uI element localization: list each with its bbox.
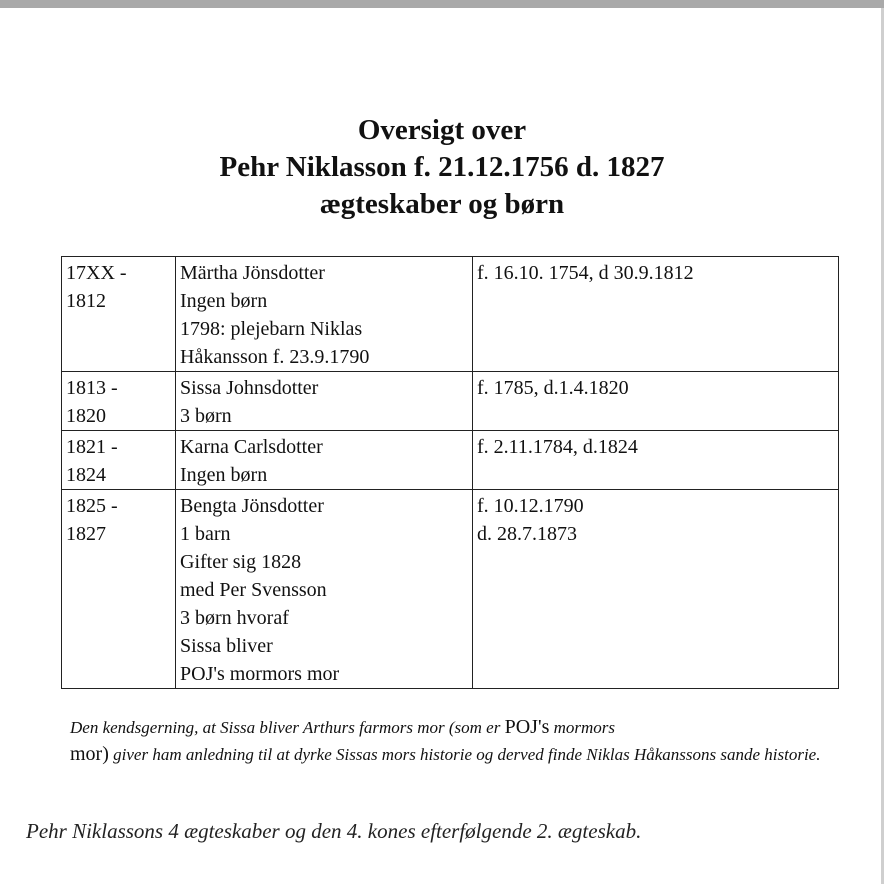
dates-line: f. 2.11.1784, d.1824 — [477, 436, 638, 458]
spouse-line: 3 børn hvoraf — [180, 607, 289, 629]
years-cell — [62, 372, 176, 431]
spouse-line: 1798: plejebarn Niklas — [180, 318, 363, 340]
spouse-line: Sissa Johnsdotter — [180, 377, 319, 399]
spouse-line: med Per Svensson — [180, 579, 327, 601]
table-row — [62, 431, 839, 490]
document-title — [0, 112, 884, 223]
note-poj: POJ's — [504, 716, 550, 738]
dates-line: f. 16.10. 1754, d 30.9.1812 — [477, 262, 694, 284]
note-part-2: mormors — [549, 718, 616, 737]
table-row — [62, 257, 839, 372]
explanatory-note — [70, 714, 850, 768]
marriages-table — [61, 256, 839, 689]
years-cell — [62, 431, 176, 490]
dates-cell — [473, 490, 839, 689]
spouse-cell — [176, 257, 473, 372]
years-line: 1820 — [66, 405, 106, 427]
title-line-1: Oversigt over — [357, 114, 527, 146]
dates-line: f. 1785, d.1.4.1820 — [477, 377, 629, 399]
spouse-line: Ingen børn — [180, 464, 268, 486]
spouse-line: Sissa bliver — [180, 635, 273, 657]
spouse-line: Märtha Jönsdotter — [180, 262, 325, 284]
dates-cell — [473, 257, 839, 372]
years-line: 1824 — [66, 464, 106, 486]
spouse-cell — [176, 372, 473, 431]
title-line-3: ægteskaber og børn — [319, 188, 565, 220]
years-line: 1825 - — [66, 495, 118, 517]
note-part-4: giver ham anledning til at dyrke Sissas mors historie og derved finde Niklas Håkanssons sande historie. — [108, 745, 821, 764]
figure-caption: Pehr Niklassons 4 ægteskaber og den 4. kones efterfølgende 2. ægteskab. — [26, 819, 642, 843]
years-line: 1813 - — [66, 377, 118, 399]
scan-top-strip — [0, 0, 884, 8]
note-part-1: Den kendsgerning, at Sissa bliver Arthurs farmors mor (som er — [70, 718, 505, 737]
years-line: 1812 — [66, 290, 106, 312]
dates-cell — [473, 431, 839, 490]
spouse-cell — [176, 490, 473, 689]
dates-cell — [473, 372, 839, 431]
spouse-line: POJ's mormors mor — [180, 663, 340, 685]
spouse-line: Håkansson f. 23.9.1790 — [180, 346, 370, 368]
years-line: 17XX - — [66, 262, 127, 284]
spouse-cell — [176, 431, 473, 490]
table-row — [62, 372, 839, 431]
years-cell — [62, 257, 176, 372]
table-row — [62, 490, 839, 689]
spouse-line: 1 barn — [180, 523, 231, 545]
dates-line: d. 28.7.1873 — [477, 523, 577, 545]
spouse-line: Karna Carlsdotter — [180, 436, 323, 458]
spouse-line: Bengta Jönsdotter — [180, 495, 324, 517]
years-line: 1821 - — [66, 436, 118, 458]
spouse-line: Gifter sig 1828 — [180, 551, 302, 573]
dates-line: f. 10.12.1790 — [477, 495, 584, 517]
spouse-line: 3 børn — [180, 405, 232, 427]
years-cell — [62, 490, 176, 689]
spouse-line: Ingen børn — [180, 290, 268, 312]
years-line: 1827 — [66, 523, 106, 545]
title-line-2: Pehr Niklasson f. 21.12.1756 d. 1827 — [219, 151, 665, 183]
note-part-3: mor) — [70, 743, 109, 765]
